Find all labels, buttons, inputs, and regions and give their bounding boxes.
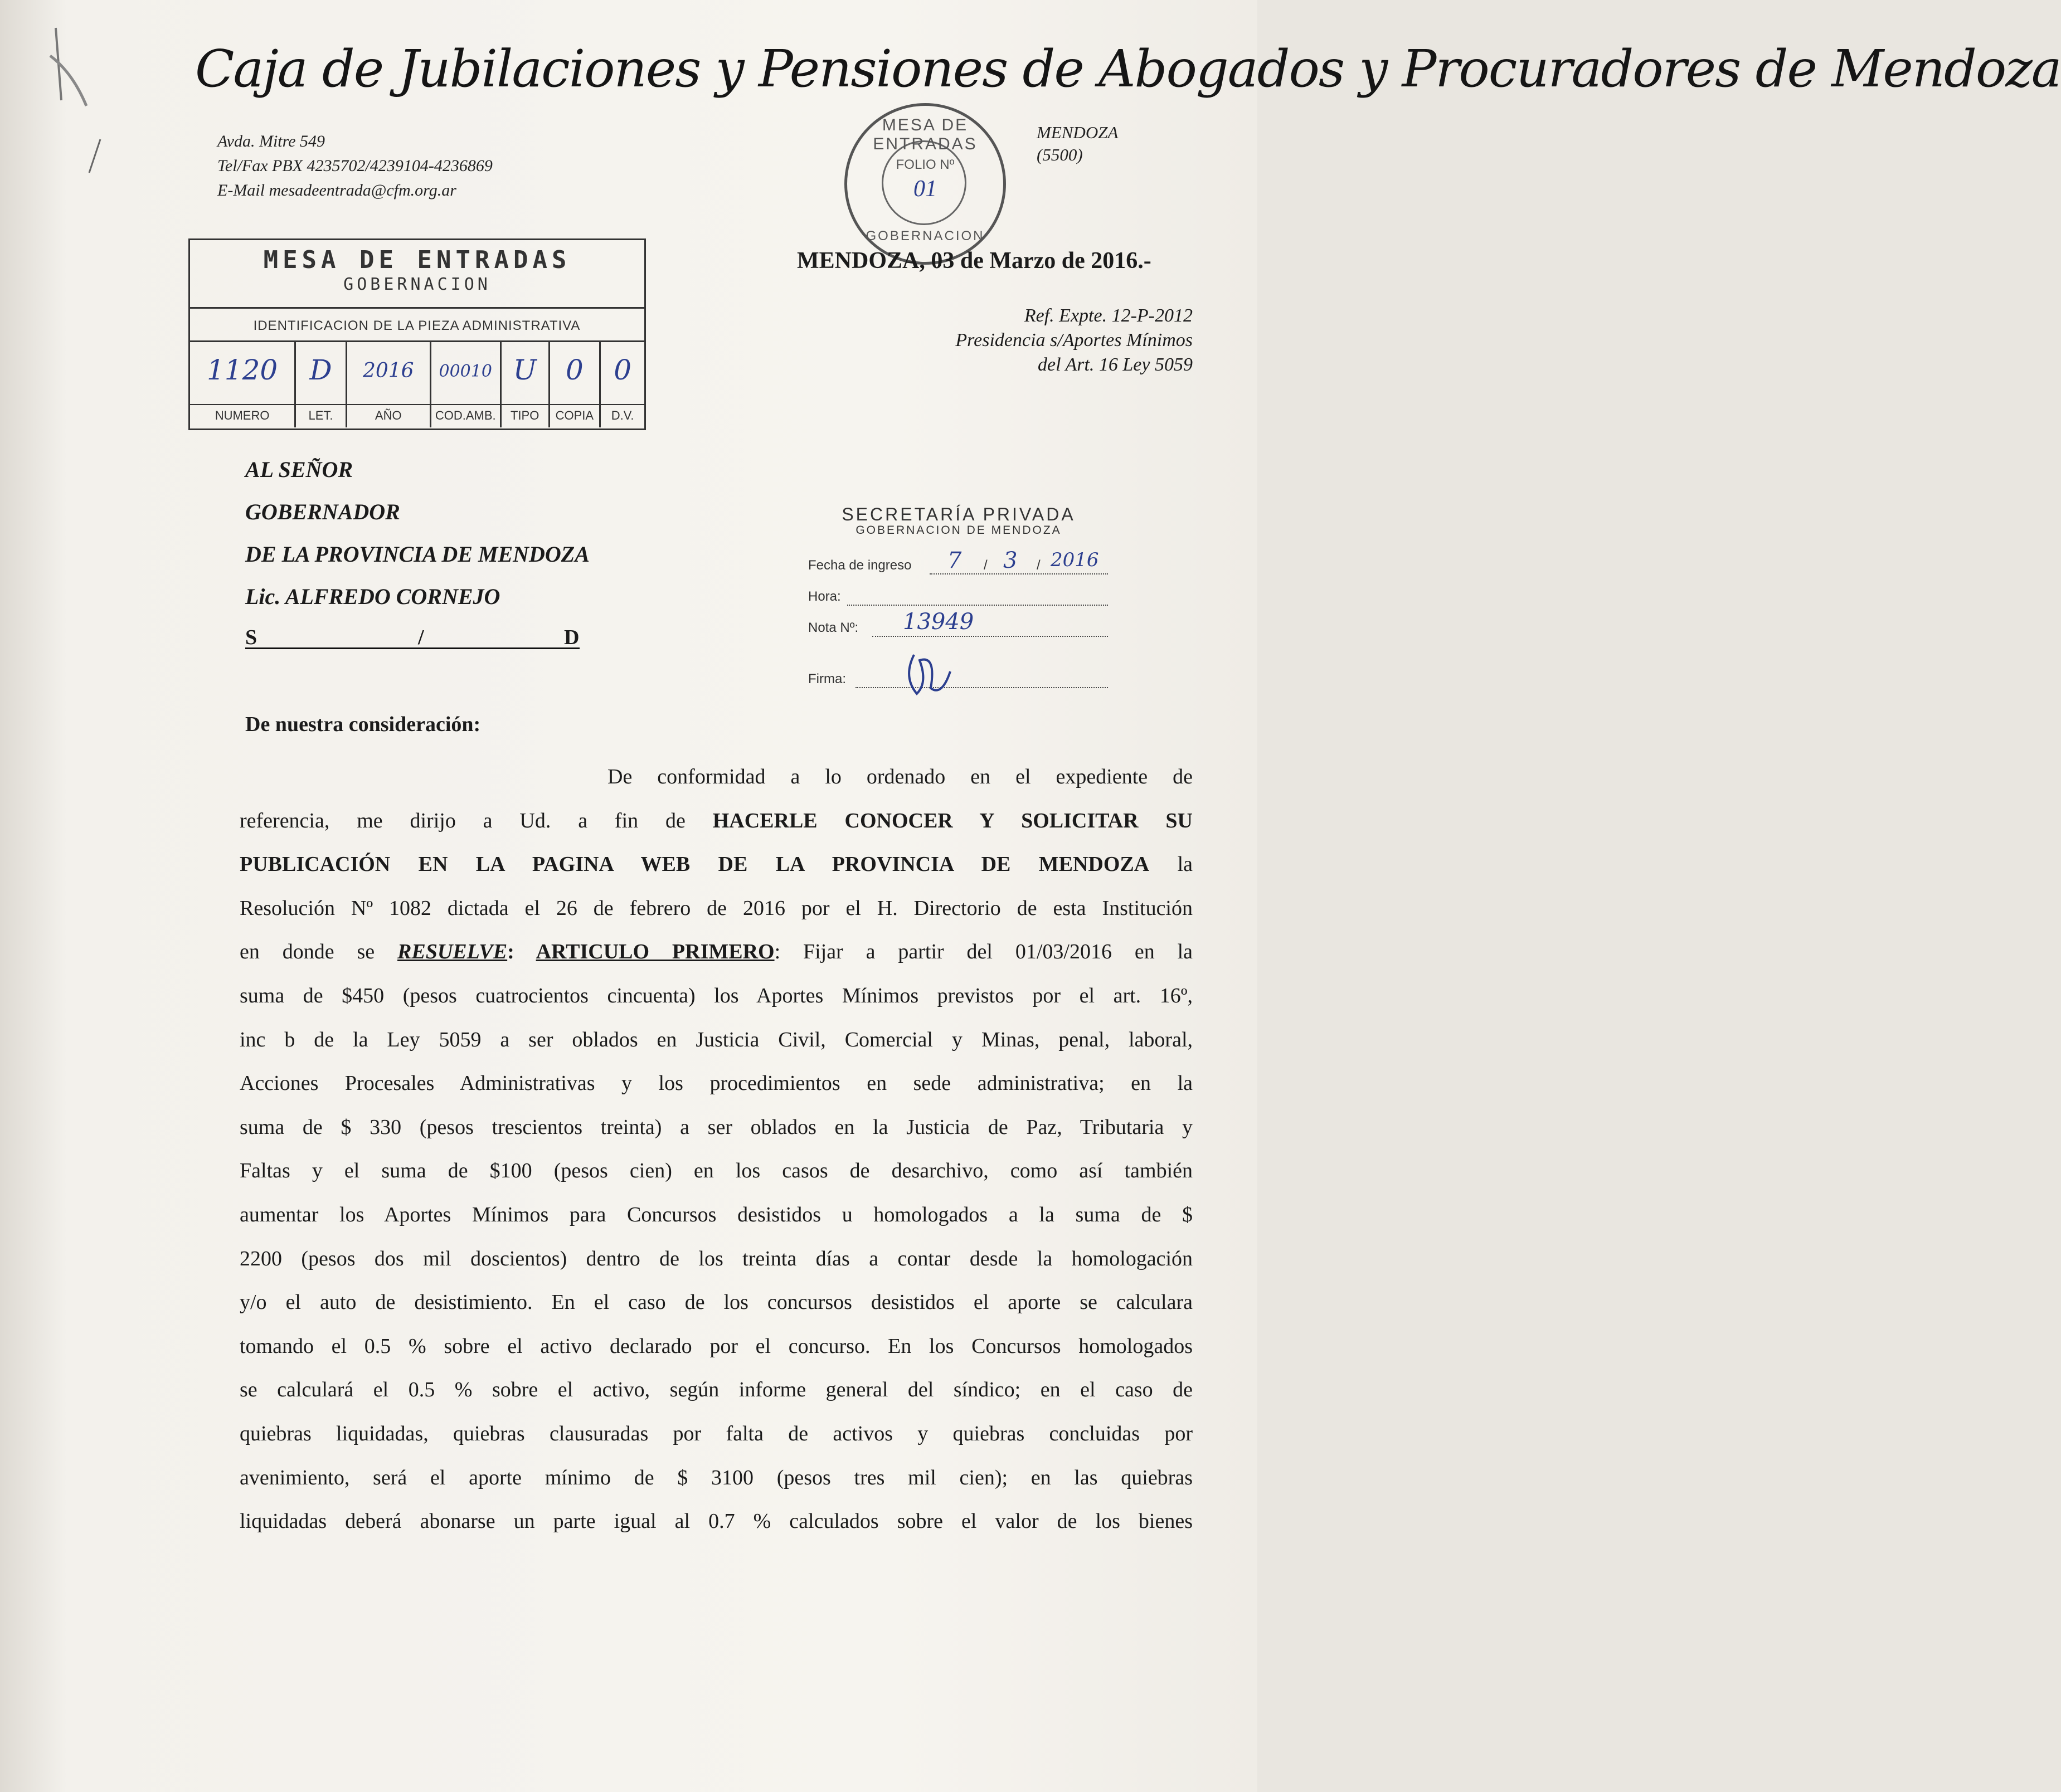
nota-underline xyxy=(872,636,1108,637)
addressee-block xyxy=(245,449,590,618)
body-text: la xyxy=(1149,853,1193,876)
stamp-cell-anio xyxy=(347,342,431,427)
mesa-de-entradas-stamp xyxy=(188,238,646,430)
body-line xyxy=(240,930,1193,974)
email-line: E-Mail mesadeentrada@cfm.org.ar xyxy=(217,181,456,199)
articulo-primero-emphasis: ARTICULO PRIMERO xyxy=(536,940,775,964)
address-line: Avda. Mitre 549 xyxy=(217,132,325,150)
hora-underline xyxy=(847,605,1108,606)
sd-line xyxy=(245,625,580,649)
secretaria-title: SECRETARÍA PRIVADA xyxy=(842,504,1076,524)
stamp-cell-label: LET. xyxy=(296,404,346,423)
body-line: 2200 (pesos dos mil doscientos) dentro de los treinta días a contar desde la homologación xyxy=(240,1246,1193,1270)
body-line: Faltas y el suma de $100 (pesos cien) en los casos de desarchivo, como así también xyxy=(240,1159,1193,1183)
stamp-cell-value: D xyxy=(309,354,332,386)
sd-s: S xyxy=(245,626,257,649)
postal-code: (5500) xyxy=(1037,145,1083,164)
fecha-day: 7 xyxy=(947,548,962,573)
stamp-folio-label: FOLIO Nº xyxy=(896,157,955,172)
stamp-cell-label: AÑO xyxy=(347,404,430,423)
fecha-separator: / xyxy=(1037,558,1041,573)
body-line xyxy=(240,799,1193,843)
body-text: referencia, me dirijo a Ud. a fin de xyxy=(240,809,713,832)
body-line: suma de $450 (pesos cuatrocientos cincuenta) los Aportes Mínimos previstos por el art. 16º, xyxy=(240,983,1193,1007)
stamp-cell-value: 0 xyxy=(614,354,631,386)
resuelve-emphasis: RESUELVE xyxy=(397,940,508,964)
body-emphasis: HACERLE CONOCER Y SOLICITAR SU xyxy=(712,809,1193,832)
body-line: Resolución Nº 1082 dictada el 26 de febrero de 2016 por el H. Directorio de esta Institución xyxy=(240,896,1193,920)
fecha-month: 3 xyxy=(1003,548,1018,573)
body-line: y/o el auto de desistimiento. En el caso de los concursos desistidos el aporte se calculara xyxy=(240,1291,1193,1314)
reference-line: Ref. Expte. 12-P-2012 xyxy=(1024,305,1193,326)
stamp-cell-letra xyxy=(296,342,347,427)
body-line: inc b de la Ley 5059 a ser oblados en Justicia Civil, Comercial y Minas, penal, laboral, xyxy=(240,1028,1193,1051)
stamp-cell-value: U xyxy=(513,354,537,386)
letterhead-city xyxy=(1037,121,1118,166)
mesa-stamp-title: MESA DE ENTRADAS xyxy=(263,246,571,274)
body-line: tomando el 0.5 % sobre el activo declarado por el concurso. En los Concursos homologados xyxy=(240,1334,1193,1358)
body-emphasis: PUBLICACIÓN EN LA PAGINA WEB DE LA PROVINCIA DE MENDOZA xyxy=(240,853,1150,876)
city-name: MENDOZA xyxy=(1037,123,1119,142)
stamp-cell-label: COD.AMB. xyxy=(431,404,500,423)
stamp-cell-numero xyxy=(190,342,296,427)
hora-label: Hora: xyxy=(808,589,841,604)
secretaria-subtitle: GOBERNACION DE MENDOZA xyxy=(855,524,1062,537)
fecha-year: 2016 xyxy=(1051,549,1099,571)
stamp-cell-value: 2016 xyxy=(362,359,414,382)
staple-marks xyxy=(33,22,111,178)
fecha-ingreso-field xyxy=(808,548,1099,573)
stamp-cell-cod-amb xyxy=(431,342,502,427)
mesa-stamp-subtitle: GOBERNACION xyxy=(343,275,491,294)
stamp-cell-value: 1120 xyxy=(206,354,278,386)
body-text: en donde se xyxy=(240,940,398,964)
letterhead-address xyxy=(217,129,493,203)
mesa-stamp-caption: IDENTIFICACION DE LA PIEZA ADMINISTRATIVA xyxy=(253,318,581,333)
salutation: De nuestra consideración: xyxy=(245,713,481,736)
letterhead-title: Caja de Jubilaciones y Pensiones de Abogados y Procuradores de Mendoza xyxy=(195,39,2061,99)
reference-line: Presidencia s/Aportes Mínimos xyxy=(955,330,1193,350)
fecha-separator: / xyxy=(984,558,988,573)
reference-line: del Art. 16 Ley 5059 xyxy=(1038,354,1193,375)
stamp-cell-value: 0 xyxy=(565,354,584,386)
addressee-line: GOBERNADOR xyxy=(245,499,400,524)
stamp-cell-dv xyxy=(601,342,644,427)
body-line: avenimiento, será el aporte mínimo de $ 3100 (pesos tres mil cien); en las quiebras xyxy=(240,1465,1193,1489)
body-line xyxy=(240,843,1193,887)
firma-field xyxy=(808,671,846,687)
nota-label: Nota Nº: xyxy=(808,620,859,635)
stamp-cell-copia xyxy=(550,342,601,427)
stamp-divider xyxy=(190,307,644,309)
folio-round-stamp xyxy=(844,103,1006,265)
nota-value: 13949 xyxy=(903,609,974,635)
stamp-folio-value: 01 xyxy=(913,176,937,202)
body-line: De conformidad a lo ordenado en el expediente de xyxy=(607,765,1193,788)
firma-signature xyxy=(897,649,959,699)
body-line: aumentar los Aportes Mínimos para Concursos desistidos u homologados a la suma de $ xyxy=(240,1202,1193,1226)
body-line: Acciones Procesales Administrativas y los procedimientos en sede administrativa; en la xyxy=(240,1072,1193,1095)
fecha-underline xyxy=(930,573,1108,574)
body-line: quiebras liquidadas, quiebras clausuradas por falta de activos y quiebras concluidas por xyxy=(240,1421,1193,1445)
nota-field xyxy=(808,609,974,636)
body-colon: : xyxy=(507,940,536,964)
body-line: suma de $ 330 (pesos trescientos treinta) a ser oblados en la Justicia de Paz, Tributaria y xyxy=(240,1115,1193,1139)
fecha-label: Fecha de ingreso xyxy=(808,558,912,573)
body-line: se calculará el 0.5 % sobre el activo, según informe general del síndico; en el caso de xyxy=(240,1378,1193,1402)
phone-line: Tel/Fax PBX 4235702/4239104-4236869 xyxy=(217,157,493,175)
secretaria-privada-stamp xyxy=(808,504,1109,686)
stamp-cell-value: 00010 xyxy=(439,362,492,381)
stamp-cell-label: D.V. xyxy=(601,404,644,423)
hora-field xyxy=(808,589,841,605)
addressee-line: DE LA PROVINCIA DE MENDOZA xyxy=(245,542,590,567)
addressee-line: AL SEÑOR xyxy=(245,457,353,482)
mesa-stamp-cells xyxy=(190,342,644,427)
stamp-cell-label: TIPO xyxy=(502,404,548,423)
sd-d: D xyxy=(564,626,580,649)
addressee-line: Lic. ALFREDO CORNEJO xyxy=(245,584,500,609)
body-line: liquidadas deberá abonarse un parte igual al 0.7 % calculados sobre el valor de los bienes xyxy=(240,1509,1193,1533)
stamp-cell-tipo xyxy=(502,342,550,427)
stamp-cell-label: COPIA xyxy=(550,404,600,423)
firma-label: Firma: xyxy=(808,671,846,686)
sd-slash: / xyxy=(418,626,424,649)
firma-underline xyxy=(855,687,1108,688)
stamp-cell-label: NUMERO xyxy=(190,404,294,423)
document-date: MENDOZA, 03 de Marzo de 2016.- xyxy=(797,248,1151,274)
stamp-ring-top-text: MESA DE ENTRADAS xyxy=(873,116,978,153)
letter-body xyxy=(240,755,1193,1543)
reference-block xyxy=(803,304,1193,377)
stamp-ring-bottom-text: GOBERNACION xyxy=(866,228,985,244)
body-text: : Fijar a partir del 01/03/2016 en la xyxy=(774,940,1193,964)
